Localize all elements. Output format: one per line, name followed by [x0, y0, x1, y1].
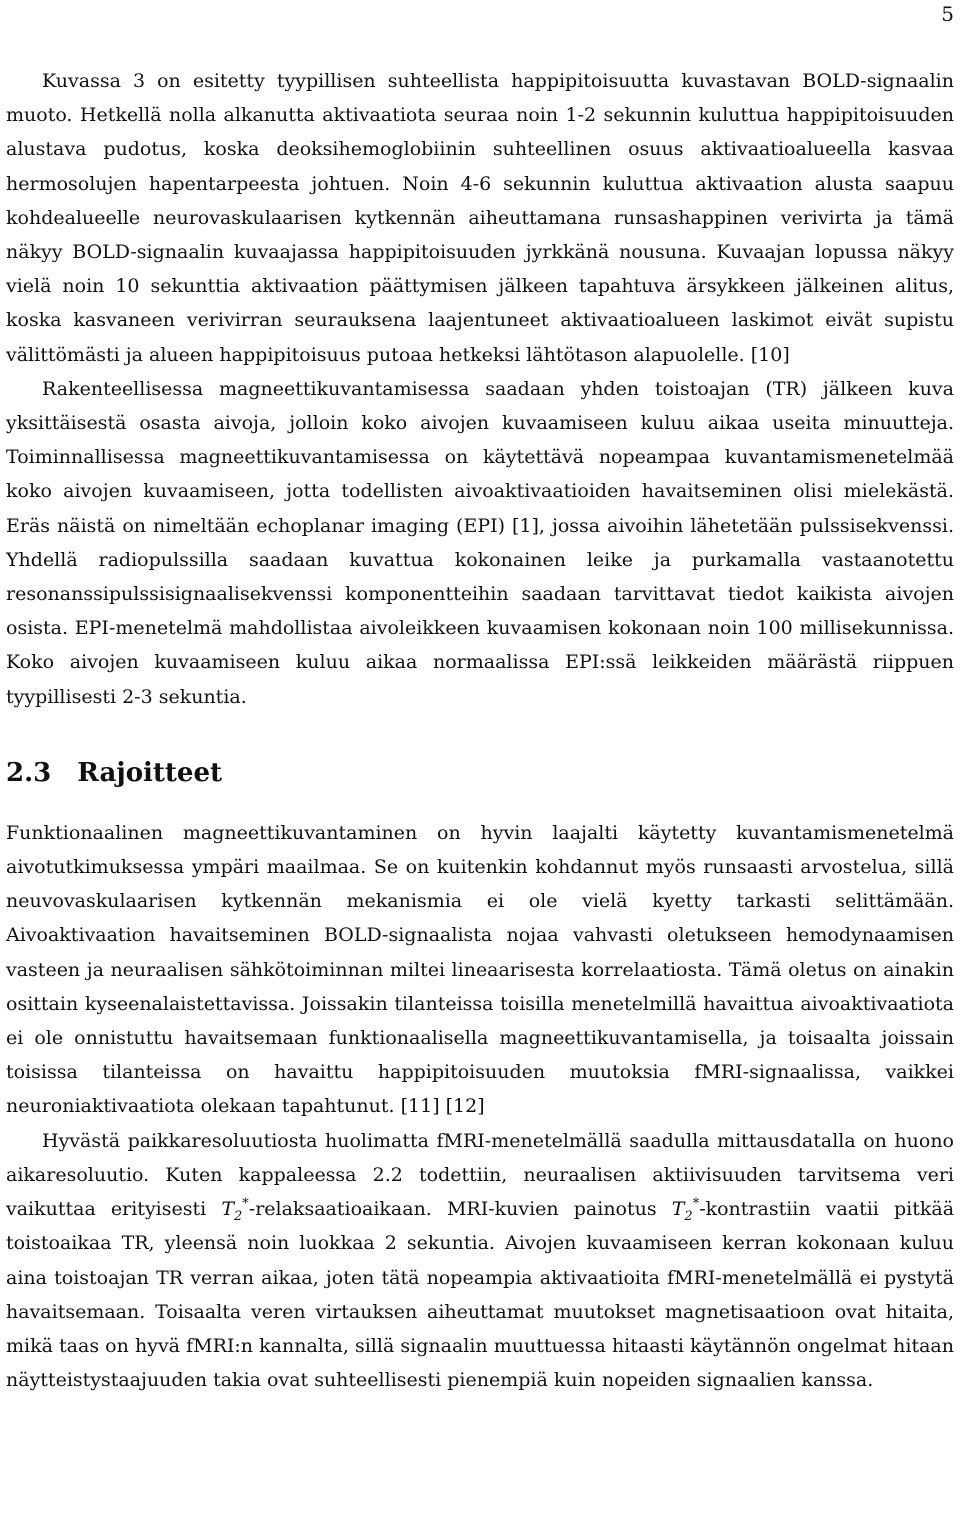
section-number: 2.3 — [6, 757, 52, 788]
page-number: 5 — [941, 2, 954, 26]
t2-star-symbol: $T_2^*$ — [221, 1196, 249, 1224]
paragraph-limitations: Funktionaalinen magneettikuvantaminen on hyvin laajalti käytetty kuvantamismenetelmä aivotutkimuksessa ympäri maailmaa. Se on kuitenkin kohdannut myös runsaasti arvostelua, sillä neuvovaskulaarisen kytkennän mekanismia ei ole vielä kyetty tarkasti selittämään. Aivoaktivaation havaitseminen BOLD-signaalista nojaa vahvasti oletukseen hemodynaamisen vasteen ja neuraalisen sähkötoiminnan miltei lineaarisesta korrelaatiosta. Tämä oletus on ainakin osittain kyseenalaistettavissa. Joissakin tilanteissa toisilla menetelmillä havaittua aivoaktivaatiota ei ole onnistuttu havaitsemaan funktionaalisella magneettikuvantamisella, ja toisaalta joissain toisissa tilanteissa on havaittu happipitoisuuden muutoksia fMRI-signaalissa, vaikkei neuroniaktivaatiota olekaan tapahtunut. [11] [12] — [6, 821, 954, 1118]
paragraph-epi-imaging: Rakenteellisessa magneettikuvantamisessa saadaan yhden toistoajan (TR) jälkeen kuva yksittäisestä osasta aivoja, jolloin koko aivojen kuvaamiseen kuluu aikaa useita minuutteja. Toiminnallisessa magneettikuvantamisessa on käytettävä nopeampaa kuvantamismenetelmää koko aivojen kuvaamiseen, jotta todellisten aivoaktivaatioiden havaitseminen olisi mielekästä. Eräs näistä on nimeltään echoplanar imaging (EPI) [1], jossa aivoihin lähetetään pulssisekvenssi. Yhdellä radiopulssilla saadaan kuvattua kokonainen leike ja purkamalla vastaanotettu resonanssipulssisignaalisekvenssi komponentteihin saadaan tarvittavat tiedot kaikista aivojen osista. EPI-menetelmä mahdollistaa aivoleikkeen kuvaamisen kokonaan noin 100 millisekunnissa. Koko aivojen kuvaamiseen kuluu aikaa normaalissa EPI:ssä leikkeiden määrästä riippuen tyypillisesti 2-3 sekuntia. — [6, 377, 954, 708]
text-segment: -relaksaatioaikaan. MRI-kuvien painotus — [248, 1198, 672, 1221]
section-title: Rajoitteet — [77, 757, 223, 788]
paragraph-bold-signal: Kuvassa 3 on esitetty tyypillisen suhteellista happipitoisuutta kuvastavan BOLD-signaalin muoto. Hetkellä nolla alkanutta aktivaatiota seuraa noin 1-2 sekunnin kuluttua happipitoisuuden alustava pudotus, koska deoksihemoglobiinin suhteellinen osuus aktivaatioalueella kasvaa hermosolujen hapentarpeesta johtuen. Noin 4-6 sekunnin kuluttua aktivaation alusta saapuu kohdealueelle neurovaskulaarisen kytkennän aiheuttamana runsashappinen verivirta ja tämä näkyy BOLD-signaalin kuvaajassa happipitoisuuden jyrkkänä nousuna. Kuvaajan lopussa näkyy vielä noin 10 sekunttia aktivaation päättymisen jälkeen tapahtuva ärsykkeen jälkeinen alitus, koska kasvaneen verivirran seurauksena laajentuneet aktivaatioalueen laskimot eivät supistu välittömästi ja alueen happipitoisuus putoaa hetkeksi lähtötason alapuolelle. [10] — [6, 70, 954, 366]
document-body — [6, 64, 954, 1397]
text-segment: Hyvästä paikkaresoluutiosta huolimatta fMRI-menetelmällä saadulla mittausdatalla on huono aikaresoluutio. Kuten kappaleessa 2.2 todettiin, neuraalisen aktiivisuuden tarvitsema veri vaikuttaa erityisesti — [6, 1129, 954, 1221]
paragraph-time-resolution — [6, 1124, 954, 1398]
text-segment: -kontrastiin vaatii pitkää toistoaikaa TR, yleensä noin luokkaa 2 sekuntia. Aivojen kuvaamiseen kerran kokonaan kuluu aina toistoajan TR verran aikaa, joten tätä nopeampia aktivaatioita fMRI-menetelmällä ei pystytä havaitsemaan. Toisaalta veren virtauksen aiheuttamat muutokset magnetisaatioon ovat hitaita, mikä taas on hyvä fMRI:n kannalta, sillä signaalin muuttuessa hitaasti käytännön ongelmat hitaan näytteistystaajuuden takia ovat suhteellisesti pienempiä kuin nopeiden signaalien kanssa. — [6, 1198, 955, 1392]
section-heading — [6, 756, 954, 790]
t2-star-symbol: $T_2^*$ — [671, 1196, 700, 1224]
